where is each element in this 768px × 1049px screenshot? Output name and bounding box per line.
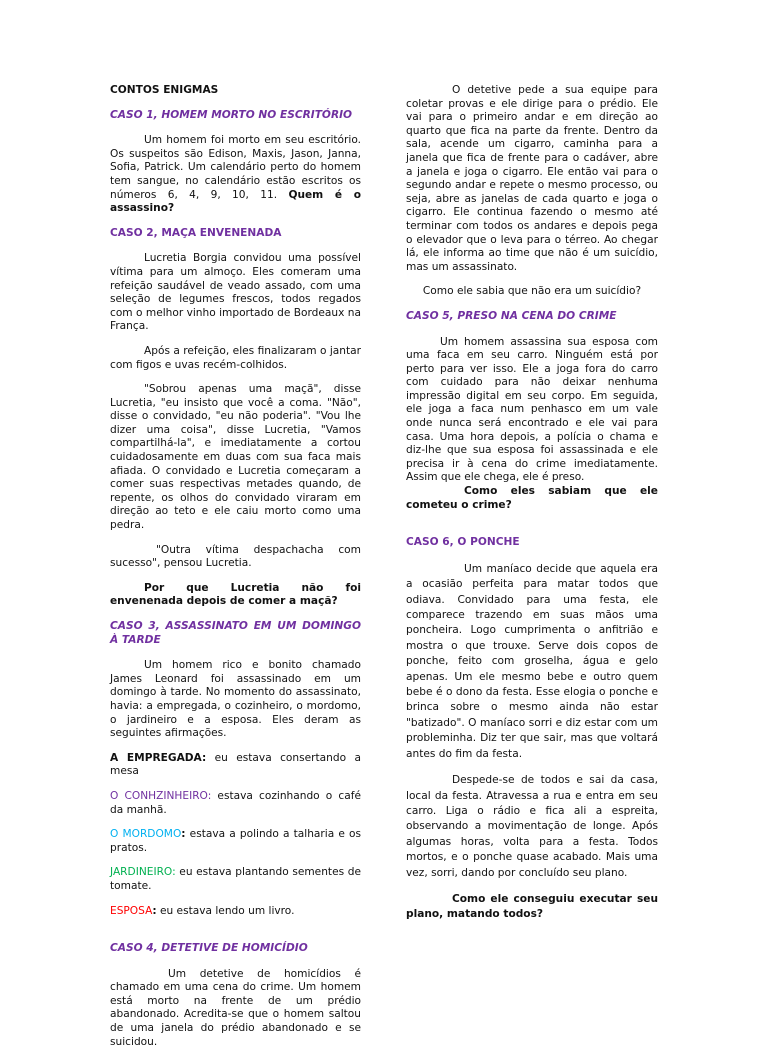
statement-wife-colon: : (152, 904, 157, 917)
right-column (406, 84, 658, 934)
case-6-heading: CASO 6, O PONCHE (406, 536, 520, 549)
case-2-paragraph-3: "Sobrou apenas uma maçã", disse Lucretia, "eu insisto que você a coma. "Não", disse o convidado, "eu não poderia". "Vou lhe dizer uma coisa", disse Lucretia, "Vamos compartilhá-la", e imediatamente a cortou cuidadosamente em duas com sua faca mais afiada. O convidado e Lucretia começaram a comer suas respectivas metades quando, de repente, os olhos do convidado viraram em direção ao teto e ele caiu morto como uma pedra. (110, 383, 361, 532)
statement-wife-who: ESPOSA (110, 904, 153, 917)
case-1-body: Um homem foi morto em seu escritório. Os suspeitos são Edison, Maxis, Jason, Janna, Sofia, Patrick. Um calendário perto do homem tem sangue, no calendário estão escritos os números 6, 4, 9, 10, 11. (110, 134, 361, 201)
case-6-paragraph-2: Despede-se de todos e sai da casa, local da festa. Atravessa a rua e entra em seu carro. Liga o rádio e fica ali a espreita, observando a movimentação de longe. Após algumas horas, volta para a festa. Todos mortos, e o ponche quase acabado. Mais uma vez, sorri, dando por concluído seu plano. (406, 774, 658, 879)
statement-butler-colon: : (181, 828, 186, 841)
statement-wife-text: eu estava lendo um livro. (156, 904, 295, 917)
case-5-heading: CASO 5, PRESO NA CENA DO CRIME (406, 309, 617, 322)
case-4-paragraph-1: Um detetive de homicídios é chamado em uma cena do crime. Um homem está morto na frente de um prédio abandonado. Acredita-se que o homem saltou de uma janela do prédio abandonado e se suicidou. (110, 967, 361, 1048)
statement-cook-who: O CONHZINHEIRO: (110, 789, 212, 802)
case-4-question: Como ele sabia que não era um suicídio? (422, 285, 642, 298)
case-2-question: Por que Lucretia não foi envenenada depois de comer a maçã? (110, 581, 361, 608)
left-column (110, 84, 361, 1049)
statement-maid (110, 752, 361, 779)
case-1-heading: CASO 1, HOMEM MORTO NO ESCRITÓRIO (110, 108, 353, 121)
statement-butler-who: O MORDOMO (110, 828, 182, 841)
statement-wife (110, 905, 361, 919)
statement-maid-who: A EMPREGADA: (110, 751, 207, 764)
statement-cook (110, 790, 361, 817)
case-4-heading: CASO 4, DETETIVE DE HOMICÍDIO (110, 942, 308, 955)
case-3-paragraph-1: Um homem rico e bonito chamado James Leonard foi assassinado em um domingo à tarde. No momento do assassinato, havia: a empregada, o cozinheiro, o mordomo, o jardineiro e a esposa. Eles deram as seguintes afirmações. (110, 659, 361, 740)
case-5-question: Como eles sabiam que ele cometeu o crime? (406, 485, 658, 511)
case-6-question: Como ele conseguiu executar seu plano, matando todos? (406, 892, 658, 921)
case-4-paragraph-2: O detetive pede a sua equipe para coletar provas e ele dirige para o prédio. Ele vai para o primeiro andar e em direção ao quarto que fica na parte da frente. Dentro da sala, acende um cigarro, caminha para a janela que fica de frente para o cadáver, abre a janela e joga o cigarro. Ele então vai para o segundo andar e repete o mesmo processo, ou seja, abre as janelas de cada quarto e joga o cigarro. Ele continua fazendo o mesmo até terminar com todos os andares e depois pega o elevador que o leva para o térreo. Ao chegar lá, ele informa ao time que não é um suicídio, mas um assassinato. (406, 84, 658, 273)
statement-gardener-text: eu estava plantando sementes de tomate. (110, 866, 361, 892)
case-3-heading: CASO 3, ASSASSINATO EM UM DOMINGO À TARDE (110, 620, 361, 646)
statement-maid-text: eu estava consertando a mesa (110, 751, 361, 778)
case-1-question: Quem é o assassino? (110, 188, 361, 215)
case-5-paragraph-1: Um homem assassina sua esposa com uma faca em seu carro. Ninguém está por perto para ver isso. Ele a joga fora do carro com cuidado para não deixar nenhuma impressão digital em seu corpo. Em seguida, ele joga a faca num penhasco em um vale onde nunca será encontrado e ele vai para casa. Uma hora depois, a polícia o chama e diz-lhe que sua esposa foi assassinada e ele precisa ir à cena do crime imediatamente. Assim que ele chega, ele é preso. (406, 335, 658, 484)
document-title: CONTOS ENIGMAS (110, 84, 219, 96)
statement-cook-text: estava cozinhando o café da manhã. (110, 789, 361, 816)
case-2-heading: CASO 2, MAÇA ENVENENADA (110, 226, 282, 239)
statement-butler (110, 828, 361, 855)
case-2-paragraph-1: Lucretia Borgia convidou uma possível vítima para um almoço. Eles comeram uma refeição saudável de veado assado, com uma seleção de legumes frescos, todos regados com o melhor vinho importado de Bordeaux na França. (110, 252, 361, 333)
case-2-paragraph-2: Após a refeição, eles finalizaram o jantar com figos e uvas recém-colhidos. (110, 344, 361, 371)
statement-gardener (110, 866, 361, 893)
statement-gardener-who: JARDINEIRO: (110, 866, 176, 879)
case-2-paragraph-4: "Outra vítima despachacha com sucesso", pensou Lucretia. (110, 543, 361, 570)
case-6-paragraph-1: Um maníaco decide que aquela era a ocasião perfeita para matar todos que odiava. Convidado para uma festa, ele comparece trazendo em suas mãos uma poncheira. Logo cumprimenta o anfitrião e mostra o que trouxe. Serve dois copos de ponche, feito com groselha, água e gelo apenas. Um ele mesmo bebe e outro quem bebe é o dono da festa. Esse elogia o ponche e brinca sobre o mesmo ainda não estar "batizado". O maníaco sorri e diz estar com um probleminha. Diz ter que sair, mas que voltará antes do fim da festa. (406, 562, 658, 760)
statement-butler-text: estava a polindo a talharia e os pratos. (110, 828, 361, 854)
case-1-text (110, 134, 361, 216)
